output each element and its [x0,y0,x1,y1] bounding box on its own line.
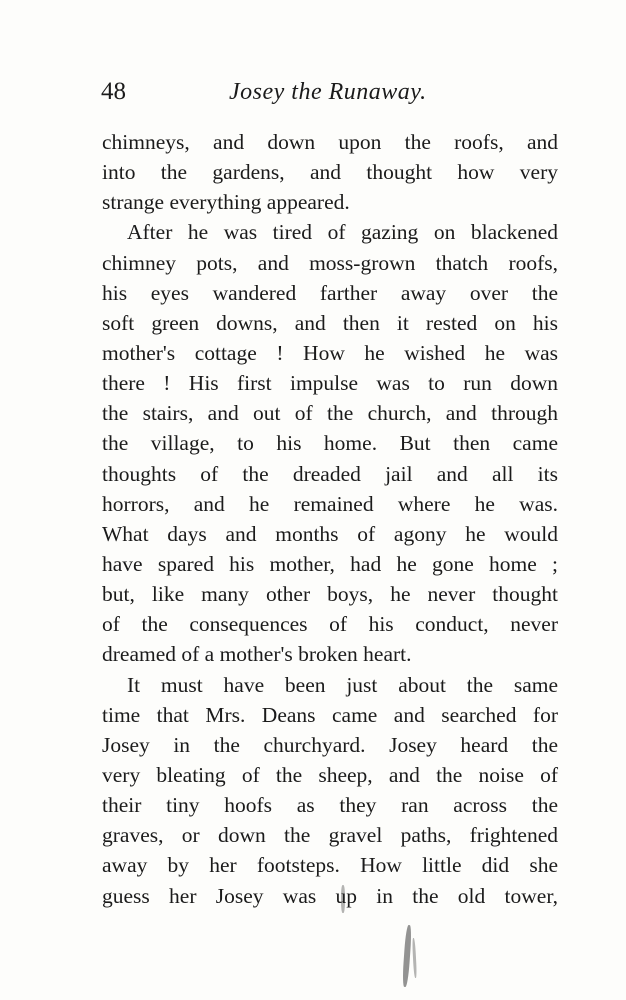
text-line: Josey in the churchyard. Josey heard the [102,732,558,757]
text-line: there ! His first impulse was to run down [102,371,558,396]
running-head [101,74,558,110]
text-line: After he was tired of gazing on blackened [127,220,558,245]
paragraph [102,127,558,217]
text-line: his eyes wandered farther away over the [102,280,558,305]
paragraph [102,670,558,911]
text-line: have spared his mother, had he gone home ; [102,551,558,576]
text-line: into the gardens, and thought how very [102,160,558,185]
text-line: time that Mrs. Deans came and searched for [102,702,558,727]
text-line: graves, or down the gravel paths, frightened [102,823,558,848]
running-title: Josey the Runaway. [229,79,427,105]
text-line: the stairs, and out of the church, and through [102,401,558,426]
text-line: soft green downs, and then it rested on his [102,310,558,335]
text-line: What days and months of agony he would [102,521,558,546]
body-text [102,127,558,911]
text-line: horrors, and he remained where he was. [102,491,558,516]
text-line: very bleating of the sheep, and the noise of [102,762,558,787]
text-line: mother's cottage ! How he wished he was [102,340,558,365]
text-line: of the consequences of his conduct, never [102,612,558,637]
text-line: thoughts of the dreaded jail and all its [102,461,558,486]
text-line: It must have been just about the same [127,672,558,697]
text-line: the village, to his home. But then came [102,431,558,456]
ink-smudge [412,938,417,978]
text-line: dreamed of a mother's broken heart. [102,642,412,667]
text-line: their tiny hoofs as they ran across the [102,793,558,818]
text-line: chimneys, and down upon the roofs, and [102,130,558,154]
text-line: strange everything appeared. [102,190,350,215]
page-number: 48 [101,78,126,105]
text-line: chimney pots, and moss-grown thatch roofs, [102,250,558,275]
paragraph [102,217,558,669]
ink-smudge [402,925,412,987]
text-line: but, like many other boys, he never thought [102,582,558,607]
text-line: away by her footsteps. How little did she [102,853,558,878]
text-line: guess her Josey was up in the old tower, [102,883,558,908]
ink-smudge [341,885,345,913]
